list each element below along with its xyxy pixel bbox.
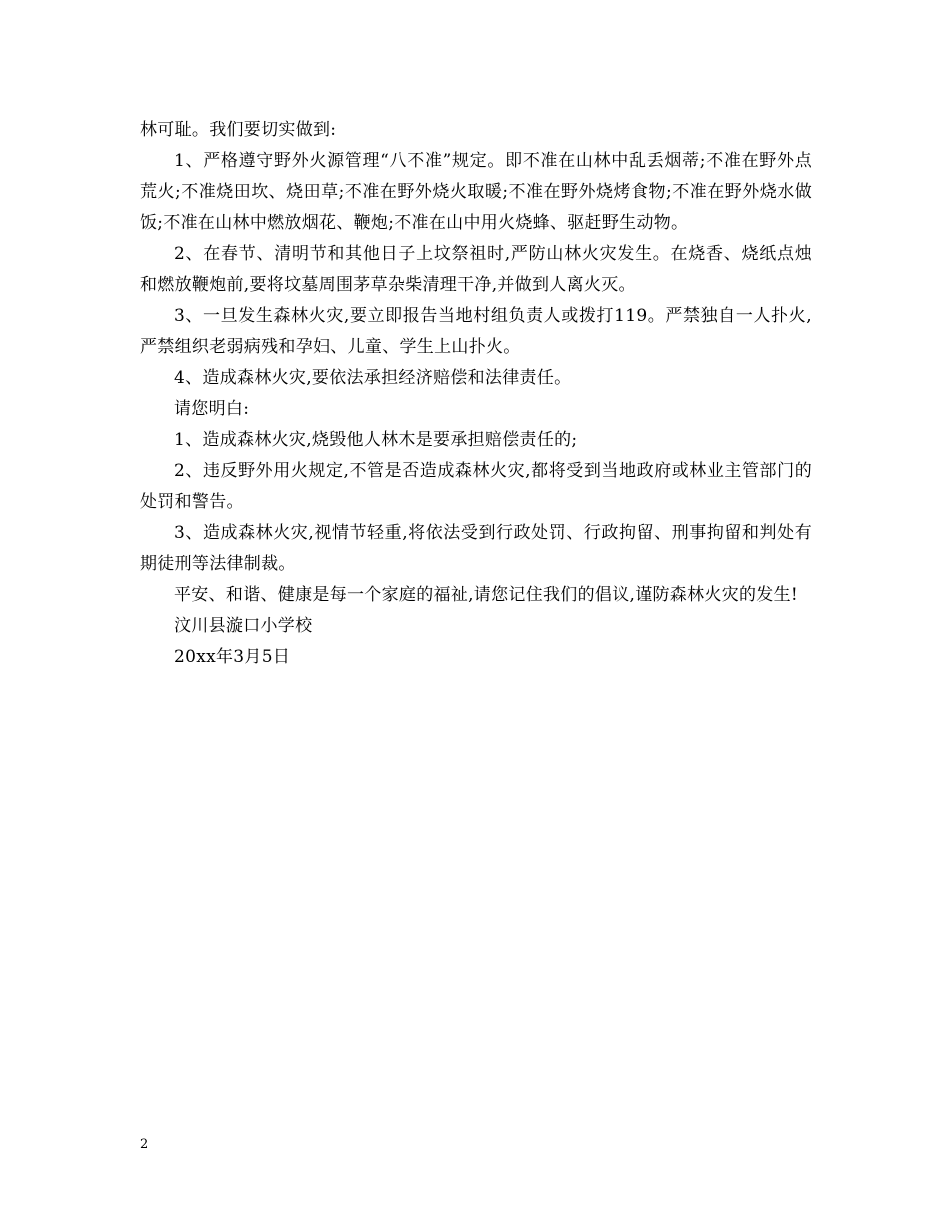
- paragraph-notice-heading: 请您明白:: [174, 399, 250, 419]
- paragraph-rule-3: 3、一旦发生森林火灾,要立即报告当地村组负责人或拨打119。严禁独自一人扑火,严禁组织老弱病残和孕妇、儿童、学生上山扑火。: [140, 306, 812, 357]
- paragraph-notice-1: 1、造成森林火灾,烧毁他人林木是要承担赔偿责任的;: [174, 430, 578, 450]
- document-body: [140, 115, 812, 673]
- signature-date: 20xx年3月5日: [174, 647, 291, 667]
- page-number: 2: [140, 1137, 149, 1152]
- paragraph-closing: 平安、和谐、健康是每一个家庭的福祉,请您记住我们的倡议,谨防森林火灾的发生!: [174, 585, 799, 605]
- paragraph-rule-1: 1、严格遵守野外火源管理“八不准”规定。即不准在山林中乱丢烟蒂;不准在野外点荒火;不准烧田坎、烧田草;不准在野外烧火取暖;不准在野外烧烤食物;不准在野外烧水做饭;不准在山林中燃放烟花、鞭炮;不准在山中用火烧蜂、驱赶野生动物。: [140, 151, 812, 233]
- signature-school: 汶川县漩口小学校: [174, 616, 313, 636]
- paragraph-rule-4: 4、造成森林火灾,要依法承担经济赔偿和法律责任。: [174, 368, 572, 388]
- paragraph-notice-2: 2、违反野外用火规定,不管是否造成森林火灾,都将受到当地政府或林业主管部门的处罚和警告。: [140, 461, 812, 512]
- paragraph-rule-2: 2、在春节、清明节和其他日子上坟祭祖时,严防山林火灾发生。在烧香、烧纸点烛和燃放鞭炮前,要将坟墓周围茅草杂柴清理干净,并做到人离火灭。: [140, 244, 812, 295]
- paragraph-intro-continuation: 林可耻。我们要切实做到:: [140, 120, 337, 140]
- paragraph-notice-3: 3、造成森林火灾,视情节轻重,将依法受到行政处罚、行政拘留、刑事拘留和判处有期徒刑等法律制裁。: [140, 523, 812, 574]
